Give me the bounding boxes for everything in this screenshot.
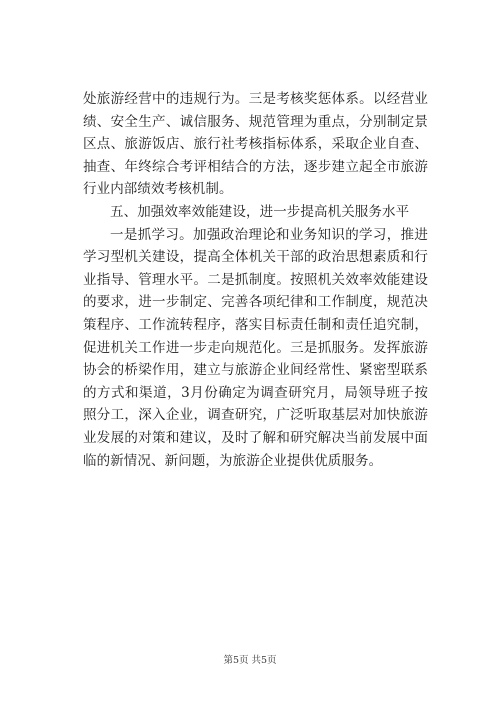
paragraph-learning-system-service: 一是抓学习。加强政治理论和业务知识的学习，推进学习型机关建设，提高全体机关干部的政治思想素质和行业指导、管理水平。二是抓制度。按照机关效率效能建设的要求，进一步制定、完善各项纪律和工作制度，规范决策程序、工作流转程序，落实目标责任制和责任追究制，促进机关工作进一步走向规范化。三是抓服务。发挥旅游协会的桥梁作用，建立与旅游企业间经常性、紧密型联系的方式和渠道，3月份确定为调查研究月，局领导班子按照分工，深入企业，调查研究，广泛听取基层对加快旅游业发展的对策和建议，及时了解和研究解决当前发展中面临的新情况、新问题，为旅游企业提供优质服务。 (83, 226, 428, 469)
section-heading-efficiency: 五、加强效率效能建设，进一步提高机关服务水平 (110, 203, 410, 220)
paragraph-assessment-system: 处旅游经营中的违规行为。三是考核奖惩体系。以经营业绩、安全生产、诚信服务、规范管理为重点，分别制定景区点、旅游饭店、旅行社考核指标体系，采取企业自查、抽查、年终综合考评相结合的方法，逐步建立起全市旅游行业内部绩效考核机制。 (83, 91, 428, 198)
page-number-footer: 第5页 共5页 (223, 655, 277, 666)
document-body (83, 88, 428, 472)
